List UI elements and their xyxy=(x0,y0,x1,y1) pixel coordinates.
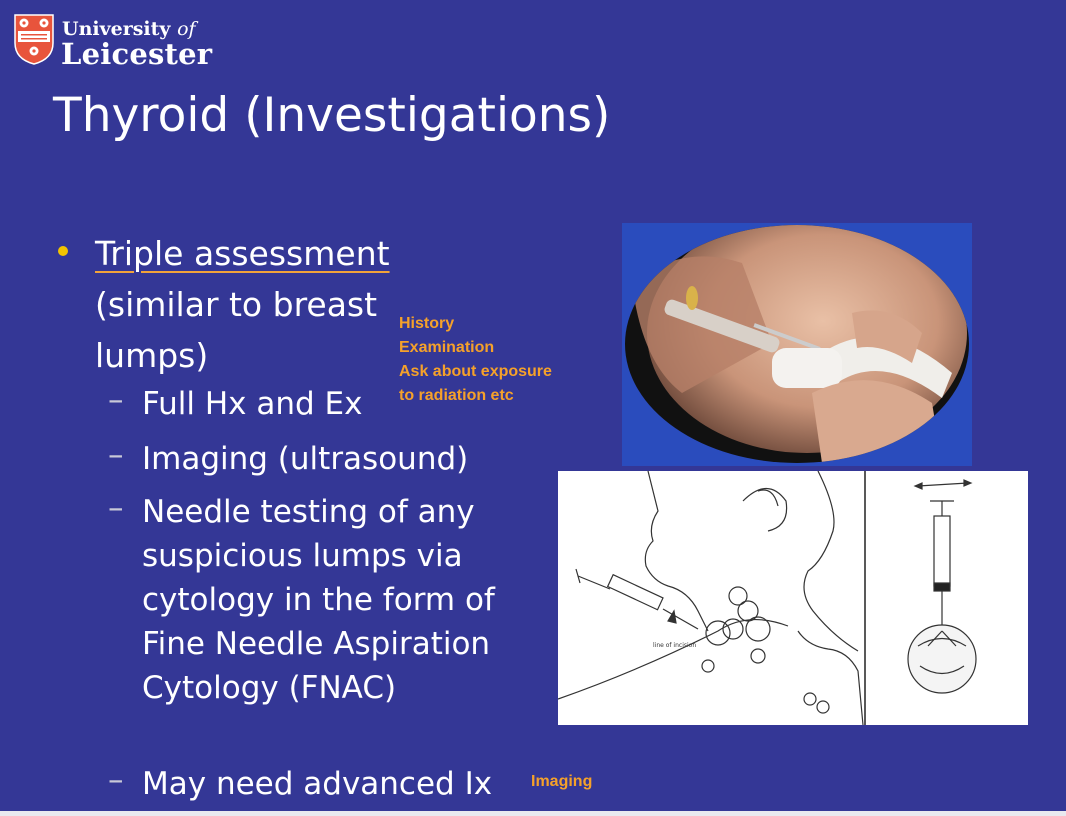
bottom-strip xyxy=(0,811,1066,816)
university-logo xyxy=(13,10,243,71)
note-line: to radiation etc xyxy=(399,387,514,404)
imaging-note: Imaging xyxy=(531,773,593,790)
history-notes xyxy=(399,312,552,408)
crest-icon xyxy=(13,13,55,65)
dash-icon: – xyxy=(108,382,124,418)
subpoint-2: Imaging (ultrasound) xyxy=(142,441,469,477)
note-line: Examination xyxy=(399,339,495,356)
dash-icon: – xyxy=(108,437,124,473)
slide-title: Thyroid (Investigations) xyxy=(53,88,611,143)
subpoint-4: May need advanced Ix xyxy=(142,766,493,802)
dash-icon: – xyxy=(108,762,124,798)
svg-text:line of incision: line of incision xyxy=(653,642,697,649)
fnac-diagram xyxy=(558,471,1028,725)
bullet-text: (similar to breast lumps) xyxy=(95,285,378,375)
logo-university-text: University of xyxy=(62,18,196,40)
dash-icon: – xyxy=(108,490,124,526)
bullet-main xyxy=(95,228,425,381)
subpoint-3: Needle testing of any suspicious lumps via cytology in the form of Fine Needle Aspiration Cytology (FNAC) xyxy=(142,494,495,706)
bullet-heading: Triple assessment xyxy=(95,234,390,273)
note-line: History xyxy=(399,315,455,332)
subpoint-1: Full Hx and Ex xyxy=(142,386,363,422)
logo-name: Leicester xyxy=(61,37,213,71)
note-line: Ask about exposure xyxy=(399,363,552,380)
bullet-icon xyxy=(58,246,68,256)
procedure-photo xyxy=(622,223,972,466)
